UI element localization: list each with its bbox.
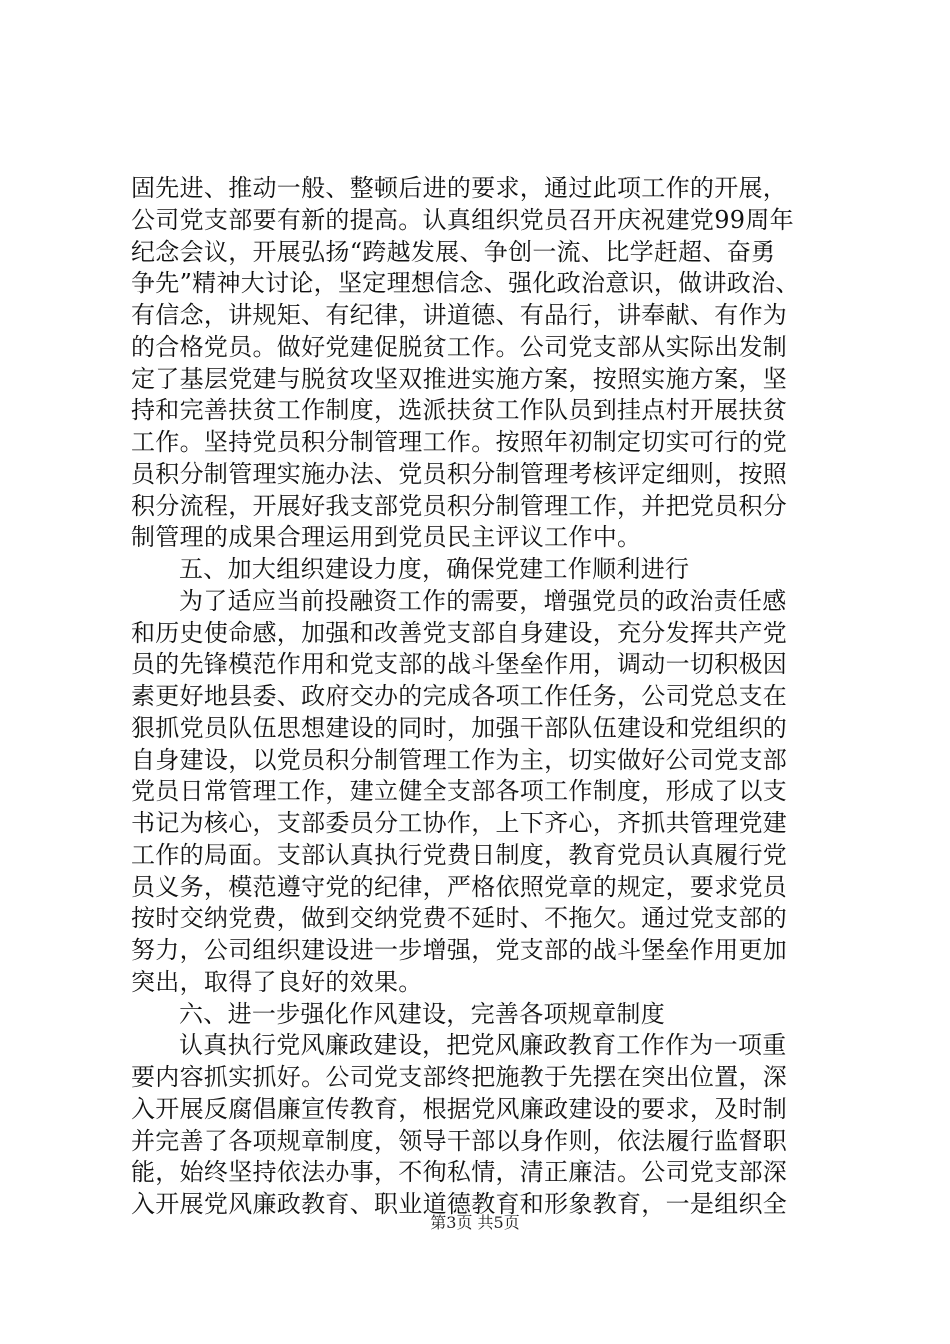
text-line: 书记为核心，支部委员分工协作，上下齐心，齐抓共管理党建 (131, 809, 788, 837)
text-line: 公司党支部要有新的提高。认真组织党员召开庆祝建党99周年 (131, 206, 794, 234)
paragraph-first-line: 认真执行党风廉政建设，把党风廉政教育工作作为一项重 (179, 1031, 787, 1059)
text-line: 员义务，模范遵守党的纪律，严格依照党章的规定，要求党员 (131, 873, 788, 901)
section-heading: 五、加大组织建设力度，确保党建工作顺利进行 (179, 555, 690, 583)
text-line: 并完善了各项规章制度，领导干部以身作则，依法履行监督职 (131, 1127, 788, 1155)
text-line: 和历史使命感，加强和改善党支部自身建设，充分发挥共产党 (131, 619, 788, 647)
text-line: 要内容抓实抓好。公司党支部终把施教于先摆在突出位置，深 (131, 1063, 788, 1091)
page-footer: 第3页 共5页 (430, 1213, 520, 1232)
text-line: 持和完善扶贫工作制度，选派扶贫工作队员到挂点村开展扶贫 (131, 396, 788, 424)
text-line: 制管理的成果合理运用到党员民主评议工作中。 (131, 523, 642, 551)
text-line: 的合格党员。做好党建促脱贫工作。公司党支部从实际出发制 (131, 333, 788, 361)
text-line: 按时交纳党费，做到交纳党费不延时、不拖欠。通过党支部的 (131, 904, 788, 932)
section-heading: 六、进一步强化作风建设，完善各项规章制度 (179, 1000, 665, 1028)
text-line: 有信念，讲规矩、有纪律，讲道德、有品行，讲奉献、有作为 (131, 301, 788, 329)
paragraph-first-line: 为了适应当前投融资工作的需要，增强党员的政治责任感 (179, 587, 787, 615)
text-line: 争先”精神大讨论，坚定理想信念、强化政治意识，做讲政治、 (131, 269, 800, 297)
text-line: 素更好地县委、政府交办的完成各项工作任务，公司党总支在 (131, 682, 788, 710)
text-line: 党员日常管理工作，建立健全支部各项工作制度，形成了以支 (131, 777, 788, 805)
text-line: 突出，取得了良好的效果。 (131, 968, 423, 996)
text-line: 入开展反腐倡廉宣传教育，根据党风廉政建设的要求，及时制 (131, 1095, 788, 1123)
text-line: 自身建设，以党员积分制管理工作为主，切实做好公司党支部 (131, 746, 788, 774)
text-line: 狠抓党员队伍思想建设的同时，加强干部队伍建设和党组织的 (131, 714, 788, 742)
text-line: 定了基层党建与脱贫攻坚双推进实施方案，按照实施方案，坚 (131, 365, 788, 393)
text-line: 纪念会议，开展弘扬“跨越发展、争创一流、比学赶超、奋勇 (131, 238, 776, 266)
text-line: 努力，公司组织建设进一步增强，党支部的战斗堡垒作用更加 (131, 936, 788, 964)
text-line: 工作。坚持党员积分制管理工作。按照年初制定切实可行的党 (131, 428, 788, 456)
text-line: 工作的局面。支部认真执行党费日制度，教育党员认真履行党 (131, 841, 788, 869)
text-line: 积分流程，开展好我支部党员积分制管理工作，并把党员积分 (131, 492, 788, 520)
text-line: 员积分制管理实施办法、党员积分制管理考核评定细则，按照 (131, 460, 788, 488)
text-line: 能，始终坚持依法办事，不徇私情，清正廉洁。公司党支部深 (131, 1158, 788, 1186)
text-line: 固先进、推动一般、整顿后进的要求，通过此项工作的开展， (131, 174, 788, 202)
text-line: 员的先锋模范作用和党支部的战斗堡垒作用，调动一切积极因 (131, 650, 788, 678)
text-line: 入开展党风廉政教育、职业道德教育和形象教育，一是组织全 (131, 1190, 788, 1218)
